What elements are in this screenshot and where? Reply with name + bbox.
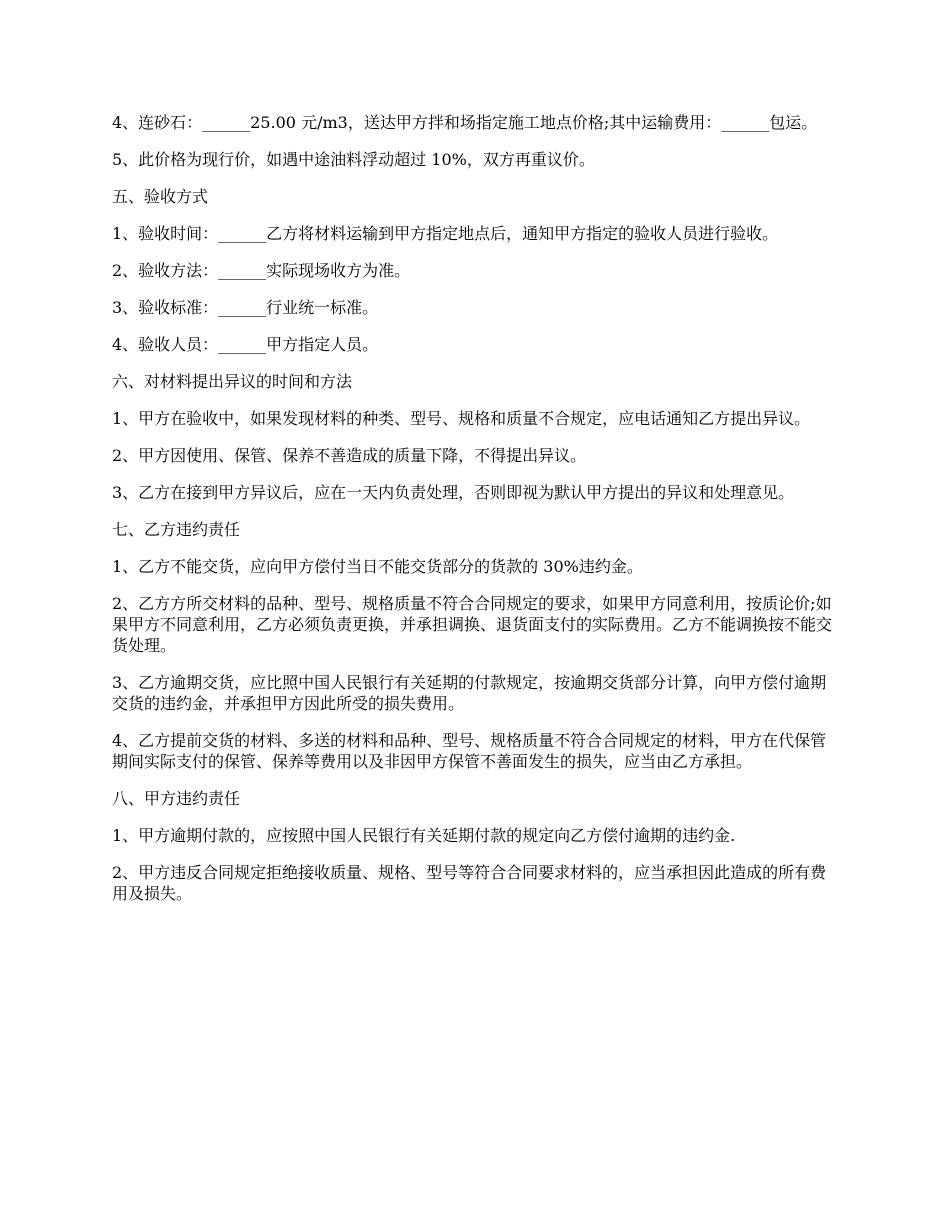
clause-5-price-adjustment: 5、此价格为现行价，如遇中途油料浮动超过 10%，双方再重议价。 xyxy=(112,150,595,169)
clause-4-sand-gravel-price: 4、连砂石：______25.00 元/m3，送达甲方拌和场指定施工地点价格;其中运输费用：______包运。 xyxy=(112,113,818,132)
clause-a-late-payment: 1、甲方逾期付款的，应按照中国人民银行有关延期付款的规定向乙方偿付逾期的违约金. xyxy=(112,826,736,845)
clause-b-late-delivery: 3、乙方逾期交货，应比照中国人民银行有关延期的付款规定，按逾期交货部分计算，向甲方偿付逾期交货的违约金，并承担甲方因此所受的损失费用。 xyxy=(112,673,827,713)
clause-acceptance-time: 1、验收时间：______乙方将材料运输到甲方指定地点后，通知甲方指定的验收人员进行验收。 xyxy=(112,224,779,243)
clause-acceptance-standard: 3、验收标准：______行业统一标准。 xyxy=(112,298,379,317)
document-page xyxy=(112,112,842,920)
section-heading-party-a-liability: 八、甲方违约责任 xyxy=(112,789,241,808)
clause-a-refusal: 2、甲方违反合同规定拒绝接收质量、规格、型号等符合合同要求材料的，应当承担因此造成的所有费用及损失。 xyxy=(112,863,827,903)
clause-objection-notice: 1、甲方在验收中，如果发现材料的种类、型号、规格和质量不合规定，应电话通知乙方提出异议。 xyxy=(112,409,811,428)
clause-b-early-delivery: 4、乙方提前交货的材料、多送的材料和品种、型号、规格质量不符合合同规定的材料，甲方在代保管期间实际支付的保管、保养等费用以及非因甲方保管不善面发生的损失，应当由乙方承担。 xyxy=(112,731,827,771)
clause-b-quality-mismatch: 2、乙方方所交材料的品种、型号、规格质量不符合合同规定的要求，如果甲方同意利用，按质论价;如果甲方不同意利用，乙方必须负责更换，并承担调换、退货面支付的实际费用。乙方不能调换按不能交货处理。 xyxy=(112,594,833,655)
clause-acceptance-method: 2、验收方法：______实际现场收方为准。 xyxy=(112,261,411,280)
clause-b-non-delivery: 1、乙方不能交货，应向甲方偿付当日不能交货部分的货款的 30%违约金。 xyxy=(112,557,643,576)
section-heading-party-b-liability: 七、乙方违约责任 xyxy=(112,520,241,539)
clause-acceptance-personnel: 4、验收人员：______甲方指定人员。 xyxy=(112,335,379,354)
clause-objection-exclusion: 2、甲方因使用、保管、保养不善造成的质量下降，不得提出异议。 xyxy=(112,446,587,465)
section-heading-objection: 六、对材料提出异议的时间和方法 xyxy=(112,372,353,391)
clause-objection-handling: 3、乙方在接到甲方异议后，应在一天内负责处理，否则即视为默认甲方提出的异议和处理意见。 xyxy=(112,483,795,502)
section-heading-acceptance-method: 五、验收方式 xyxy=(112,187,209,206)
